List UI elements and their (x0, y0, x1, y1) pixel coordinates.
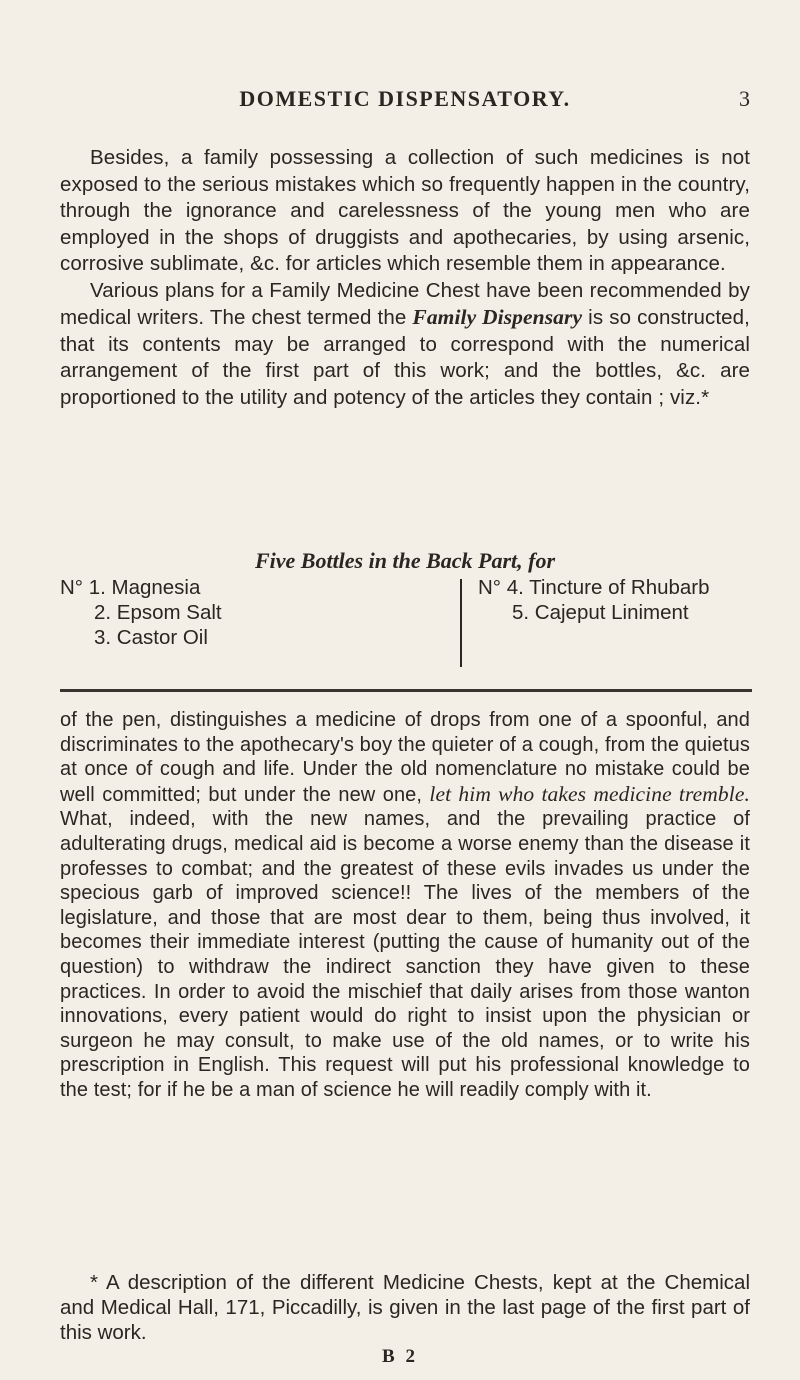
column-divider (460, 579, 462, 667)
running-header (60, 86, 750, 120)
bottle-item: N° 4. Tincture of Rhubarb (478, 576, 710, 599)
paragraph-besides: Besides, a family possessing a collection of such medicines is not exposed to the serious mistakes which so frequently happen in the country, through the ignorance and carelessness of the young men who are employed in the shops of druggists and apothecaries, by using arsenic, corrosive sublimate, &c. for articles which resemble them in appearance. (60, 146, 750, 275)
bottles-column-left (60, 575, 450, 650)
bottles-column-right (478, 575, 748, 625)
footnote-text: * A description of the different Medicine Chests, kept at the Chemical and Medical Hall, 171, Piccadilly, is given in the last page of the first part of this work. (60, 1271, 750, 1344)
signature-mark: B 2 (382, 1346, 418, 1367)
bottles-list (60, 575, 750, 667)
bottle-item: N° 1. Magnesia (60, 576, 201, 599)
tremble-phrase: let him who takes medicine tremble. (429, 781, 750, 806)
upper-text-block (60, 145, 750, 411)
running-title: DOMESTIC DISPENSATORY. (239, 86, 571, 111)
bottle-item: 5. Cajeput Liniment (512, 601, 689, 624)
page-number: 3 (739, 86, 750, 111)
lower-text-block (60, 708, 750, 1103)
horizontal-rule (60, 689, 752, 692)
paragraph-various-plans: Various plans for a Family Medicine Chest have been recommended by medical writers. The chest termed the Family Dispensary is so constructed, that its contents may be arranged to correspond with the numerical arrangement of the first part of this work; and the bottles, &c. are proportioned to the utility and potency of the articles they contain ; viz.* (60, 278, 750, 409)
bottles-heading: Five Bottles in the Back Part, for (254, 548, 556, 573)
bottle-item: 2. Epsom Salt (94, 601, 222, 624)
paragraph-of-the-pen: of the pen, distinguishes a medicine of drops from one of a spoonful, and discriminates to the apothecary's boy the quieter of a cough, from the quietus at once of cough and life. Under the old nomenclature no mistake could be well committed; but under the new one, let him who takes medicine tremble. What, indeed, with the new names, and the prevailing practice of adulterating drugs, medical aid is become a worse enemy than the disease it professes to combat; and the greatest of these evils invades us under the specious garb of improved science!! The lives of the members of the legislature, and those that are most dear to them, being thus involved, it becomes their immediate interest (putting the cause of humanity out of the question) to withdraw the indirect sanction they have given to these practices. In order to avoid the mischief that daily arises from those wanton innovations, every patient would do right to insist upon the physician or surgeon he may consult, to make use of the old names, or to write his prescription in English. This request will put his professional knowledge to the test; for if he be a man of science he will readily comply with it. (60, 709, 750, 1101)
bottle-item: 3. Castor Oil (94, 626, 208, 649)
family-dispensary-term: Family Dispensary (412, 305, 583, 329)
footnote (60, 1270, 750, 1345)
